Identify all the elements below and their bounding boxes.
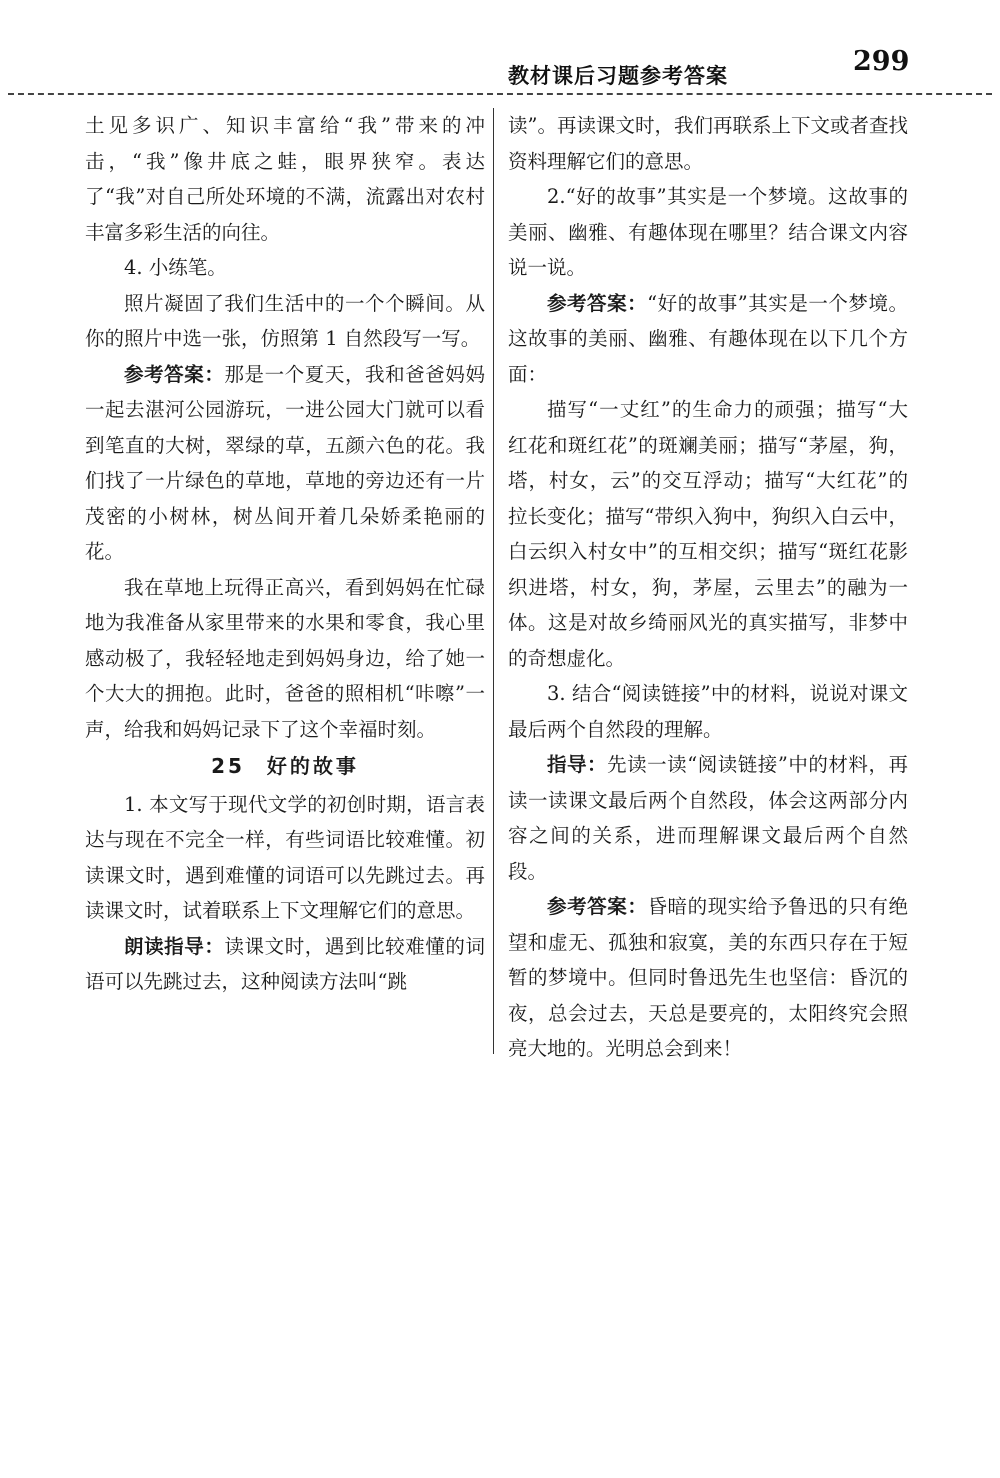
- answer-text: 昏暗的现实给予鲁迅的只有绝望和虚无、孤独和寂寞，美的东西只存在于短暂的梦境中。但同时鲁迅先生也坚信：昏沉的夜，总会过去，天总是要亮的，太阳终究会照亮大地的。光明总会到来！: [508, 895, 908, 1060]
- column-divider: [493, 108, 494, 1054]
- body-paragraph: 4. 小练笔。: [124, 256, 227, 279]
- answer-label: 参考答案：: [547, 895, 648, 918]
- answer-paragraph: [85, 357, 485, 570]
- answer-text: 先读一读“阅读链接”中的材料，再读一读课文最后两个自然段，体会这两部分内容之间的关系，进而理解课文最后两个自然段。: [508, 753, 908, 883]
- answer-label: 指导：: [547, 753, 608, 776]
- answer-paragraph: [508, 747, 908, 889]
- answer-label: 朗读指导：: [124, 934, 225, 958]
- body-paragraph: 我在草地上玩得正高兴，看到妈妈在忙碌地为我准备从家里带来的水果和零食，我心里感动极了，我轻轻地走到妈妈身边，给了她一个大大的拥抱。此时，爸爸的照相机“咔嚓”一声，给我和妈妈记录下了这个幸福时刻。: [85, 575, 485, 741]
- answer-label: 参考答案：: [547, 291, 648, 315]
- body-paragraph: 2.“好的故事”其实是一个梦境。这故事的美丽、幽雅、有趣体现在哪里？结合课文内容说一说。: [508, 185, 908, 279]
- page-header: [0, 0, 1000, 100]
- body-paragraph: 1. 本文写于现代文学的初创时期，语言表达与现在不完全一样，有些词语比较难懂。初读课文时，遇到难懂的词语可以先跳过去。再读课文时，试着联系上下文理解它们的意思。: [85, 792, 485, 922]
- page-number: 299: [853, 46, 910, 77]
- lesson-title: 好的故事: [266, 754, 359, 778]
- answer-text: “好的故事”其实是一个梦境。这故事的美丽、幽雅、有趣体现在以下几个方面：: [508, 291, 908, 386]
- lesson-heading: [85, 749, 485, 785]
- answer-paragraph: [85, 929, 485, 1000]
- answer-text: 那是一个夏天，我和爸爸妈妈一起去湛河公园游玩，一进公园大门就可以看到笔直的大树，翠绿的草，五颜六色的花。我们找了一片绿色的草地，草地的旁边还有一片茂密的小树林，树丛间开着几朵娇柔艳丽的花。: [85, 362, 485, 563]
- answer-text: 读课文时，遇到比较难懂的词语可以先跳过去，这种阅读方法叫“跳: [85, 934, 485, 993]
- lesson-number: 25: [211, 754, 245, 778]
- header-dashed-rule: [8, 93, 992, 95]
- body-paragraph: 照片凝固了我们生活中的一个个瞬间。从你的照片中选一张，仿照第 1 自然段写一写。: [85, 291, 485, 350]
- body-paragraph: 读”。再读课文时，我们再联系上下文或者查找资料理解它们的意思。: [508, 114, 908, 173]
- body-paragraph: 3. 结合“阅读链接”中的材料，说说对课文最后两个自然段的理解。: [508, 682, 908, 741]
- right-column: [508, 108, 908, 1067]
- left-column: [85, 108, 485, 1000]
- body-paragraph: 土见多识广、知识丰富给“我”带来的冲击，“我”像井底之蛙，眼界狭窄。表达了“我”对自己所处环境的不满，流露出对农村丰富多彩生活的向往。: [85, 114, 485, 244]
- answer-paragraph: [508, 889, 908, 1067]
- header-title: 教材课后习题参考答案: [508, 64, 728, 88]
- body-paragraph: 描写“一丈红”的生命力的顽强；描写“大红花和斑红花”的斑斓美丽；描写“茅屋，狗，塔，村女，云”的交互浮动；描写“大红花”的拉长变化；描写“带织入狗中，狗织入白云中，白云织入村女中”的互相交织；描写“斑红花影织进塔，村女，狗，茅屋，云里去”的融为一体。这是对故乡绮丽风光的真实描写，非梦中的奇想虚化。: [508, 398, 908, 670]
- answer-label: 参考答案：: [124, 362, 225, 386]
- answer-paragraph: [508, 286, 908, 393]
